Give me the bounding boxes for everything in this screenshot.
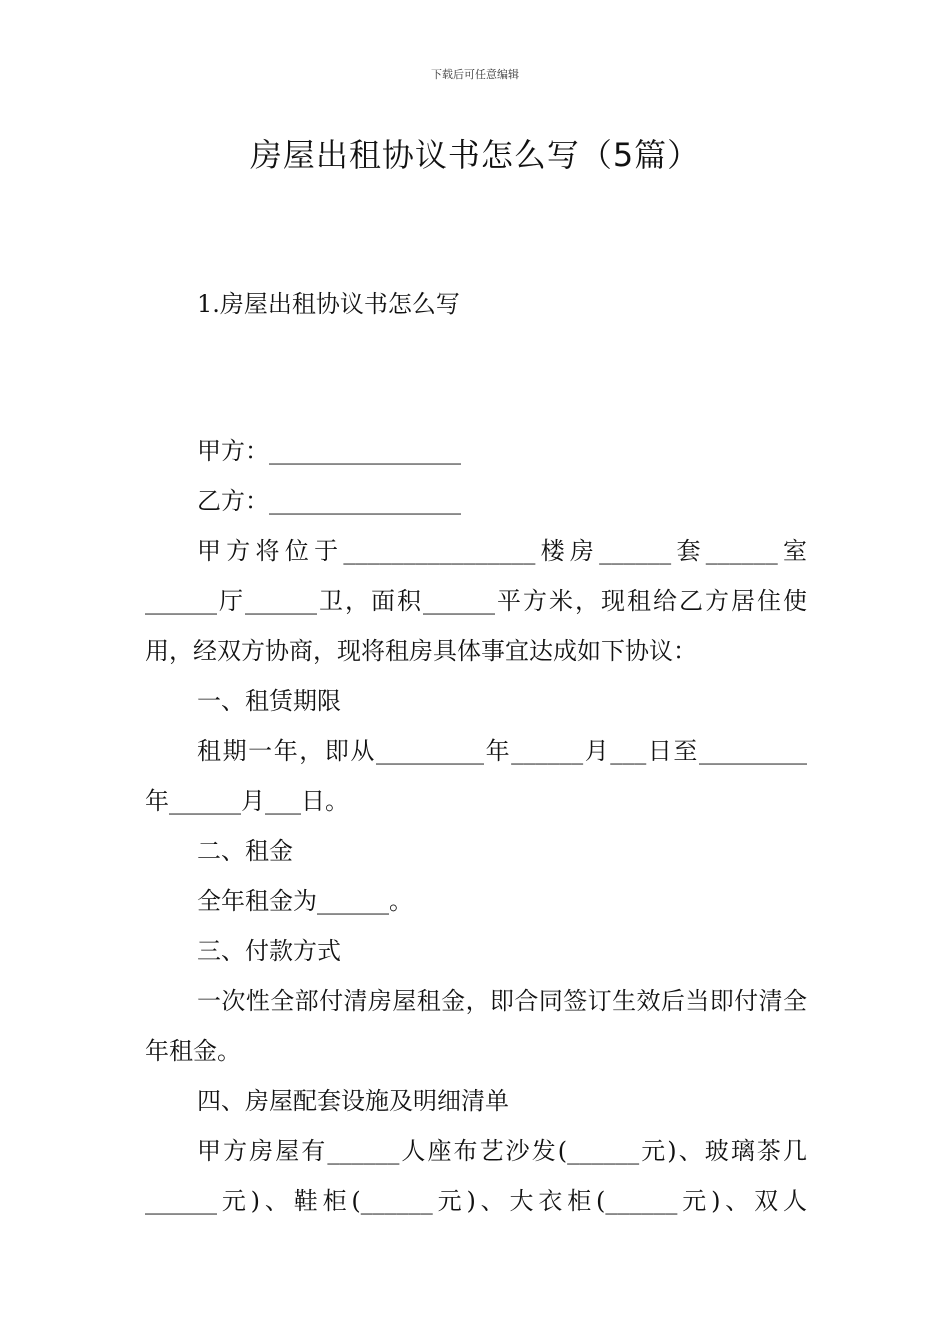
- clause-heading-rent: 二、租金: [197, 837, 293, 865]
- facilities-paragraph: 甲方房屋有______人座布艺沙发(______元)、玻璃茶几______元)、鞋柜(______元)、大衣柜(______元)、双人: [145, 1137, 807, 1215]
- document-title: 房屋出租协议书怎么写（5篇）: [249, 136, 701, 174]
- property-description-paragraph: 甲方将位于________________楼房______套______室______厅______卫，面积______平方米，现租给乙方居住使用，经双方协商，现将租房具体事宜达成如下协议：: [145, 537, 807, 665]
- lease-term-paragraph: 租期一年，即从_________年______月___日至_________年______月___日。: [145, 737, 807, 815]
- header-note: 下载后可任意编辑: [431, 68, 519, 81]
- payment-paragraph: 一次性全部付清房屋租金，即合同签订生效后当即付清全年租金。: [145, 987, 807, 1065]
- document-body: [145, 426, 807, 1226]
- section-heading: 1.房屋出租协议书怎么写: [197, 290, 460, 318]
- rent-paragraph: 全年租金为______。: [197, 887, 413, 915]
- clause-heading-lease-term: 一、租赁期限: [197, 687, 341, 715]
- party-b-line: 乙方：________________: [197, 487, 461, 515]
- clause-heading-facilities: 四、房屋配套设施及明细清单: [197, 1087, 509, 1115]
- clause-heading-payment: 三、付款方式: [197, 937, 341, 965]
- party-a-line: 甲方：________________: [197, 437, 461, 465]
